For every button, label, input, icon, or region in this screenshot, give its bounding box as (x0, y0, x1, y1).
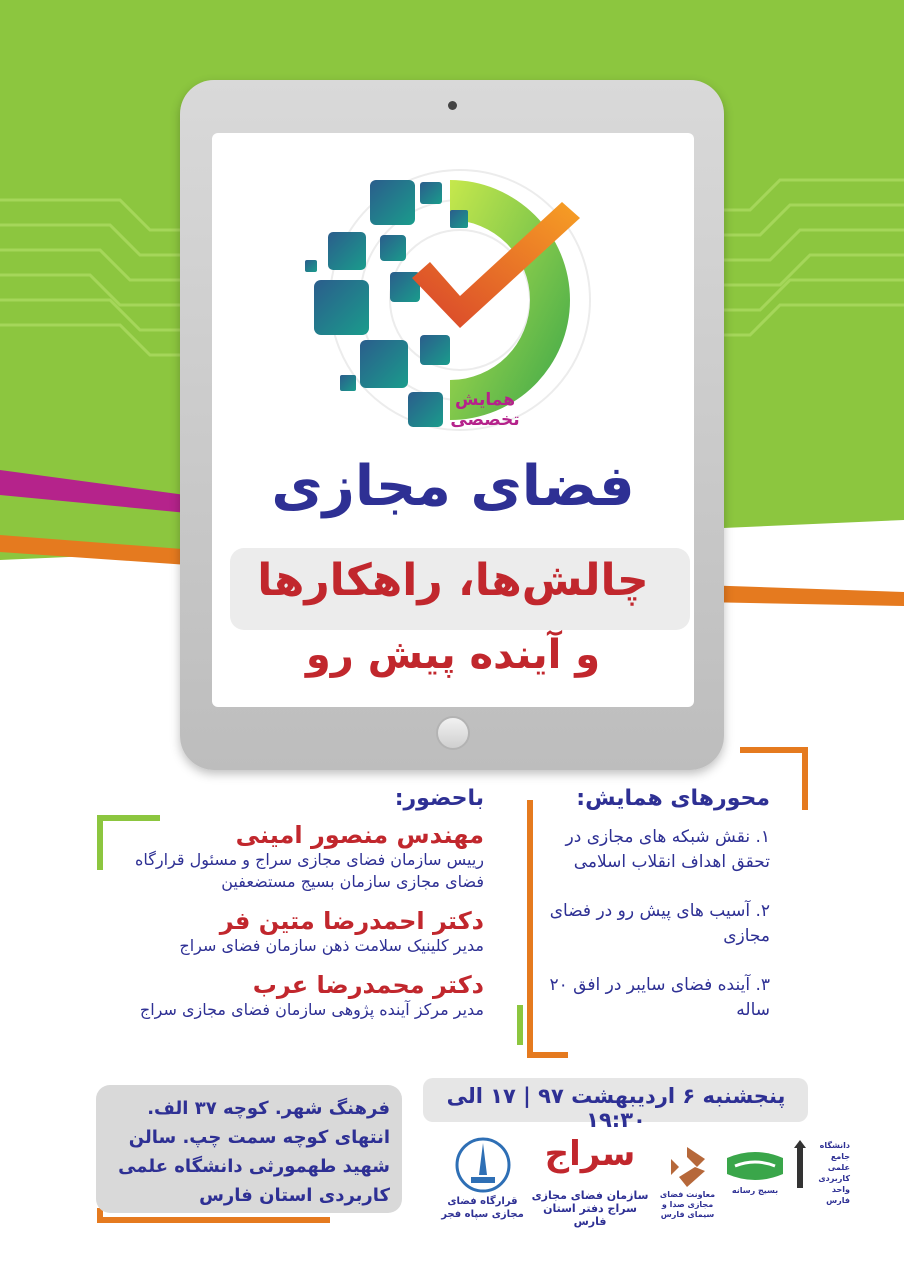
logo-caption: معاونت فضای مجازی صدا و سیمای فارس (659, 1190, 716, 1219)
logo-caption: بسیج رسانه (731, 1186, 779, 1195)
event-datetime: پنجشنبه ۶ اردیبهشت ۹۷ | ۱۷ الی ۱۹:۳۰ (446, 1084, 786, 1132)
logo-university (792, 1140, 852, 1206)
topic-item: ۱. نقش شبکه های مجازی در تحقق اهداف انقلاب اسلامی (565, 827, 770, 872)
university-logo-icon (792, 1140, 808, 1190)
subtitle-line1: چالش‌ها، راهکارها (257, 555, 649, 606)
circuit-lines-left (0, 200, 200, 355)
speaker-role: مدیر مرکز آینده پژوهی سازمان فضای مجازی سراج (139, 1000, 484, 1019)
main-title: فضای مجازی (271, 454, 635, 519)
logo-sepah (440, 1135, 525, 1221)
topics-heading: محورهای همایش: (576, 786, 770, 811)
seraj-logo-icon (530, 1135, 650, 1173)
speakers-heading: باحضور: (394, 786, 484, 811)
topics-section (530, 786, 770, 1023)
topic-item: ۳. آینده فضای سایبر در افق ۲۰ ساله (549, 975, 770, 1020)
logo-basij-media (720, 1150, 790, 1196)
logo-seraj (530, 1135, 650, 1228)
event-type-label (410, 390, 560, 430)
irib-logo-icon (665, 1145, 710, 1190)
speaker-name: دکتر محمدرضا عرب (252, 971, 484, 999)
speaker-role: مدیر کلینیک سلامت ذهن سازمان فضای سراج (179, 936, 484, 955)
basij-media-logo-icon (725, 1150, 785, 1186)
event-address: فرهنگ شهر. کوچه ۳۷ الف. انتهای کوچه سمت چپ. سالن شهید طهمورثی دانشگاه علمی کاربردی استان فارس (118, 1098, 390, 1206)
logo-caption: سازمان فضای مجازی سراج دفتر استان فارس (531, 1189, 649, 1228)
event-type-line1: همایش (455, 390, 515, 410)
speakers-section (108, 786, 484, 1021)
tablet-camera (448, 101, 457, 110)
speaker-name: مهندس منصور امینی (235, 821, 484, 849)
logo-caption: قرارگاه فضای مجازی سپاه فجر (441, 1196, 524, 1220)
seraj-wordmark: سراج (544, 1134, 636, 1174)
logo-irib (655, 1145, 720, 1220)
tablet-home-button (436, 716, 470, 750)
logo-caption: دانشگاه جامع علمی کاربردی واحد فارس (818, 1141, 850, 1205)
subtitle-line2: و آینده پیش رو (305, 632, 601, 678)
circuit-lines-right (710, 180, 904, 335)
speaker-name: دکتر احمدرضا متین فر (219, 907, 484, 935)
sepah-emblem-icon (453, 1135, 513, 1195)
topic-item: ۲. آسیب های پیش رو در فضای مجازی (549, 901, 770, 946)
event-type-line2: تخصصی (450, 410, 520, 430)
speaker-role: رییس سازمان فضای مجازی سراج و مسئول قرارگاه فضای مجازی سازمان بسیج مستضعفین (135, 850, 484, 891)
